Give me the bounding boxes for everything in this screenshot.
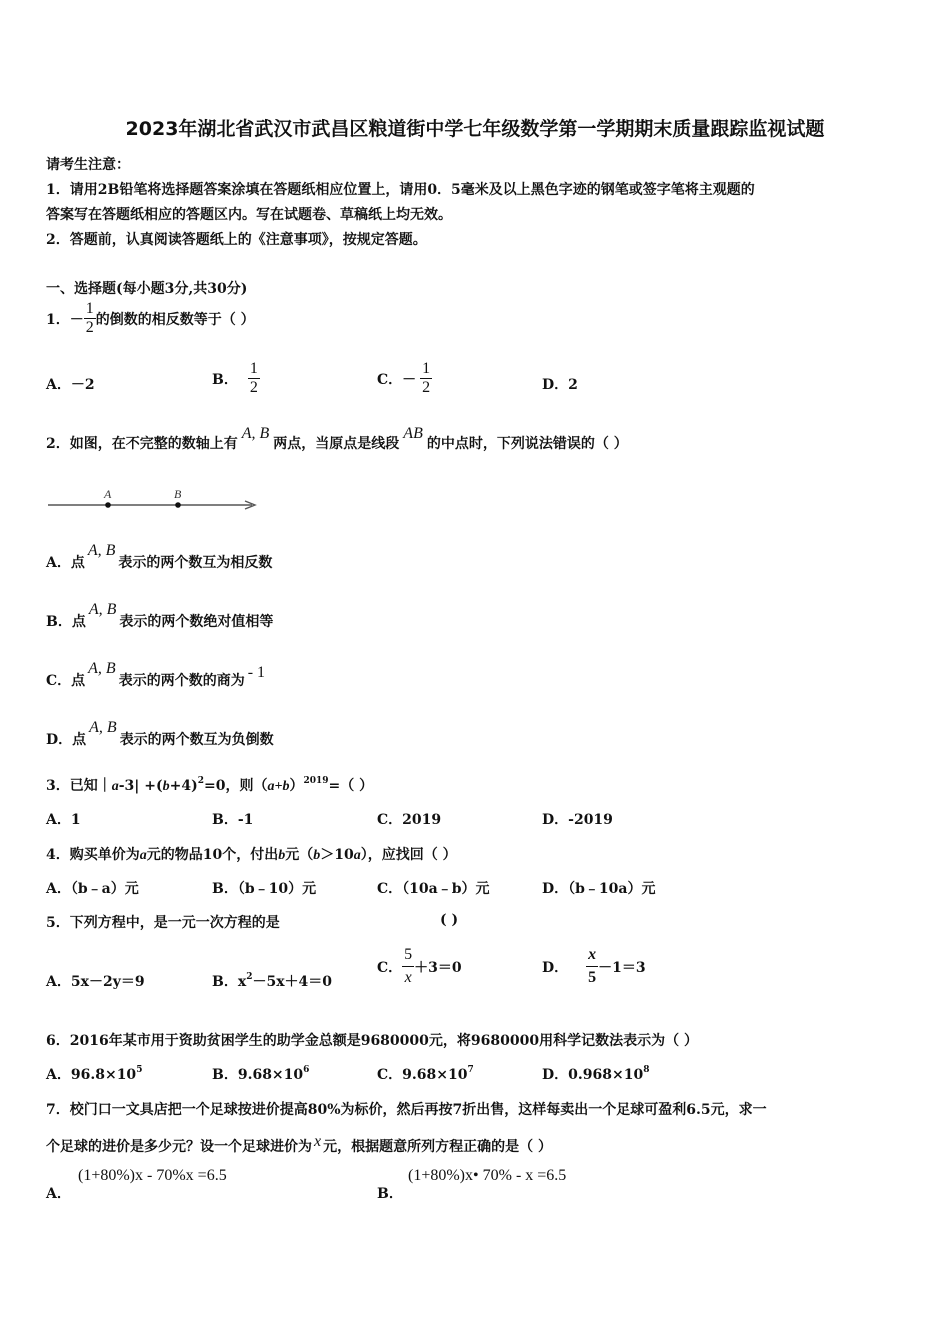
q3-stem-e: +4) <box>169 778 198 794</box>
q7-line2-b: 元，根据题意所列方程正确的是（ ） <box>323 1139 552 1155</box>
q1-option-c-fraction <box>420 360 432 397</box>
q2-option-a-text: 表示的两个数互为相反数 <box>118 555 273 571</box>
q2-option-d-ab: A, B <box>89 719 117 736</box>
q5-option-b-a: B．x <box>212 974 247 990</box>
question-1 <box>46 300 255 337</box>
q6-option-a-text: A．96.8×10 <box>46 1067 137 1083</box>
q3-stem-f: =0，则（ <box>204 778 268 794</box>
point-b <box>175 502 181 508</box>
q4-stem-b: 元的物品10个，付出 <box>146 847 279 863</box>
q5-option-c-tail: ＋3＝0 <box>414 959 462 976</box>
q1-option-b-fraction <box>248 360 260 397</box>
q3-option-a: A．1 <box>46 812 81 828</box>
q3-stem-i: =（ ） <box>328 778 374 794</box>
q1-option-b <box>212 360 260 397</box>
q1-option-d: D．2 <box>542 377 578 393</box>
q2-option-c-label: C．点 <box>46 673 86 689</box>
q6-option-c <box>377 1064 474 1084</box>
q6-option-b <box>212 1064 309 1084</box>
q3-var-ab: a+b <box>267 779 290 794</box>
q2-prefix: 2．如图，在不完整的数轴上有 <box>46 436 238 452</box>
q6-option-c-text: C．9.68×10 <box>377 1067 468 1083</box>
q2-option-b-ab: A, B <box>88 601 117 618</box>
q1-prefix: 1．－ <box>46 311 84 328</box>
notice-line-1: 1．请用2B铅笔将选择题答案涂填在答题纸相应位置上，请用0．5毫米及以上黑色字迹的钢笔或签字笔将主观题的 <box>46 182 755 198</box>
q6-option-a-sup: 5 <box>136 1065 143 1075</box>
notice-line-2: 答案写在答题纸相应的答题区内。写在试题卷、草稿纸上均无效。 <box>46 207 452 223</box>
q3-var-a: a <box>111 779 119 794</box>
q2-ab: A, B <box>241 425 270 442</box>
q7-option-b-label: B． <box>377 1186 403 1202</box>
q2-option-c <box>46 660 266 690</box>
q6-option-b-text: B．9.68×10 <box>212 1067 304 1083</box>
question-3 <box>46 775 373 795</box>
question-6: 6．2016年某市用于资助贫困学生的助学金总额是9680000元，将9680000用科学记数法表示为（ ） <box>46 1033 698 1049</box>
q5-option-d-den: 5 <box>586 966 598 989</box>
q5-option-d <box>542 944 646 989</box>
number-line-figure <box>44 484 264 516</box>
q6-option-d <box>542 1064 649 1084</box>
q3-sup-2019: 2019 <box>303 776 329 786</box>
q6-option-b-sup: 6 <box>303 1065 310 1075</box>
q4-stem-e: ），应找回（ ） <box>360 847 457 863</box>
point-b-label: B <box>174 487 182 501</box>
q3-option-c: C．2019 <box>377 812 442 828</box>
q3-option-b: B．-1 <box>212 812 254 828</box>
section-heading: 一、选择题(每小题3分,共30分) <box>46 281 248 297</box>
q4-var-b2: b <box>313 848 321 863</box>
point-a <box>105 502 111 508</box>
q2-option-c-ab: A, B <box>88 660 116 677</box>
q2-option-a-label: A．点 <box>46 555 85 571</box>
q1-option-c-label: C．－ <box>377 371 417 388</box>
q1-fraction-den: 2 <box>85 319 94 336</box>
q1-fraction <box>84 300 96 337</box>
q2-option-d <box>46 719 274 749</box>
q7-option-a-equation: (1+80%)x - 70%x =6.5 <box>78 1167 227 1184</box>
q5-option-c-num: 5 <box>404 946 413 963</box>
q6-option-a <box>46 1064 142 1084</box>
question-4 <box>46 844 457 864</box>
q2-mid: 两点，当原点是线段 <box>273 436 400 452</box>
q3-stem-a: 3．已知｜ <box>46 778 112 794</box>
q4-var-b1: b <box>278 848 286 863</box>
q1-option-b-den: 2 <box>249 379 258 396</box>
q7-option-b-equation: (1+80%)x• 70% - x =6.5 <box>408 1167 567 1184</box>
q5-option-b <box>212 971 332 991</box>
q1-option-c-num: 1 <box>422 360 431 377</box>
q5-option-d-num: x <box>588 946 597 963</box>
q1-option-c <box>377 360 432 397</box>
q4-stem-c: 元（ <box>285 847 314 863</box>
q1-option-c-den: 2 <box>422 379 431 396</box>
q5-option-c-fraction <box>402 944 414 989</box>
notice-line-3: 2．答题前，认真阅读答题纸上的《注意事项》，按规定答题。 <box>46 232 427 248</box>
q3-option-d: D．-2019 <box>542 812 613 828</box>
q1-option-b-num: 1 <box>249 360 258 377</box>
q5-option-d-label: D． <box>542 959 569 976</box>
q4-option-c: C．（10a﹣b）元 <box>377 881 490 897</box>
q2-option-d-label: D．点 <box>46 732 87 748</box>
q1-option-b-label: B． <box>212 371 238 388</box>
q6-option-d-sup: 8 <box>643 1065 650 1075</box>
q1-option-a: A．－2 <box>46 377 95 393</box>
q2-option-a-ab: A, B <box>87 542 116 559</box>
notice-heading: 请考生注意： <box>46 157 130 173</box>
page-title: 2023年湖北省武汉市武昌区粮道街中学七年级数学第一学期期末质量跟踪监视试题 <box>125 118 825 140</box>
q2-option-b-label: B．点 <box>46 614 86 630</box>
q5-option-c-den: x <box>402 966 414 989</box>
q4-var-a1: a <box>139 848 147 863</box>
q2-option-d-text: 表示的两个数互为负倒数 <box>119 732 274 748</box>
q3-var-b: b <box>162 779 170 794</box>
q5-option-c <box>377 944 462 989</box>
q5-option-b-sup: 2 <box>246 972 253 982</box>
q2-option-a <box>46 542 273 572</box>
question-5: 5．下列方程中，是一元一次方程的是 <box>46 915 280 931</box>
point-a-label: A <box>104 487 112 501</box>
q5-paren: ( ) <box>440 912 459 928</box>
q7-line2-a: 个足球的进价是多少元？设一个足球进价为 <box>46 1139 312 1155</box>
q3-stem-h: ） <box>289 778 304 794</box>
q4-var-a2: a <box>353 848 361 863</box>
q7-option-a-label: A． <box>46 1186 71 1202</box>
q4-option-a: A．（b﹣a）元 <box>46 881 139 897</box>
q1-fraction-num: 1 <box>85 300 94 317</box>
q7-var-x: x <box>314 1133 322 1150</box>
q5-option-b-b: －5x＋4＝0 <box>252 974 333 990</box>
question-2 <box>46 425 628 453</box>
q4-stem-a: 4．购买单价为 <box>46 847 140 863</box>
q5-option-a: A．5x－2y＝9 <box>46 974 145 990</box>
q4-stem-d: ＞10 <box>320 847 354 863</box>
q2-option-b <box>46 601 274 631</box>
q2-seg: AB <box>403 425 423 442</box>
q2-suffix: 的中点时，下列说法错误的（ ） <box>426 436 628 452</box>
q2-option-b-text: 表示的两个数绝对值相等 <box>119 614 274 630</box>
q2-option-c-text: 表示的两个数的商为 <box>118 673 245 689</box>
question-7-line-2 <box>46 1133 552 1156</box>
q4-option-b: B．（b﹣10）元 <box>212 881 317 897</box>
q5-option-d-fraction <box>586 944 598 989</box>
q4-option-d: D．（b﹣10a）元 <box>542 881 656 897</box>
q6-option-c-sup: 7 <box>467 1065 474 1075</box>
question-7-line-1: 7．校门口一文具店把一个足球按进价提高80%为标价，然后再按7折出售，这样每卖出一个足球可盈利6.5元，求一 <box>46 1102 767 1118</box>
q1-suffix: 的倒数的相反数等于（ ） <box>95 311 255 328</box>
q3-sup-2: 2 <box>197 776 204 786</box>
q5-option-c-label: C． <box>377 959 403 976</box>
q2-option-c-value: - 1 <box>247 664 266 681</box>
q5-option-d-tail: －1＝3 <box>598 959 646 976</box>
q3-stem-c: -3| +( <box>118 778 163 794</box>
q6-option-d-text: D．0.968×10 <box>542 1067 644 1083</box>
